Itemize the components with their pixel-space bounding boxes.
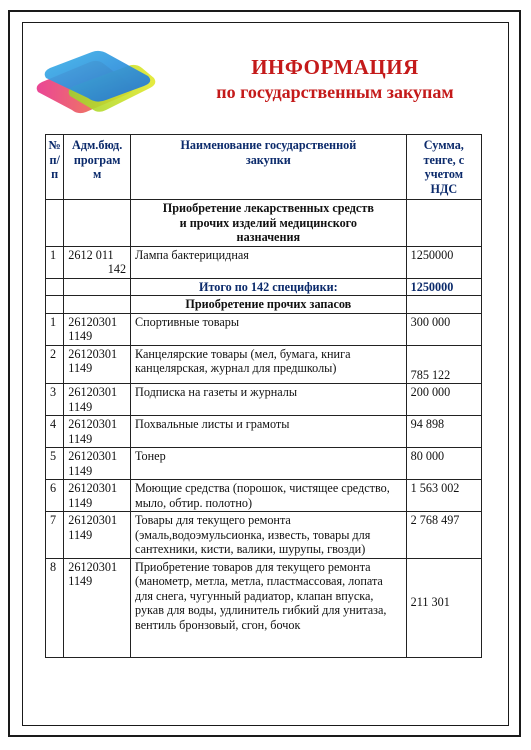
table-row xyxy=(46,512,482,559)
row-name: Товары для текущего ремонта (эмаль,водоэмульсионка, известь, товары для сантехники, кисти, валики, шурупы, гвозди) xyxy=(131,512,407,559)
column-header-name: Наименование государственной закупки xyxy=(131,135,407,200)
row-sum: 94 898 xyxy=(406,416,481,448)
table-row xyxy=(46,313,482,345)
section-title: Приобретение лекарственных средств и прочих изделий медицинского назначения xyxy=(131,200,407,247)
row-name-text: Приобретение товаров для текущего ремонта (манометр, метла, метла, пластмассовая, лопата для снега, чугунный радиатор, клапан впуска, рукав для воды, удлинитель гибкий для унитаза, вентиль бронзовый, сгон, бочок xyxy=(135,559,387,632)
table-row xyxy=(46,416,482,448)
row-num: 2 xyxy=(46,345,64,384)
row-num: 5 xyxy=(46,448,64,480)
section-title: Приобретение прочих запасов xyxy=(131,296,407,314)
row-num: 4 xyxy=(46,416,64,448)
row-code-part: 142 xyxy=(107,262,127,276)
table-row xyxy=(46,345,482,384)
row-name: Моющие средства (порошок, чистящее средство, мыло, обтир. полотно) xyxy=(131,480,407,512)
row-code: 26120301 1149 xyxy=(64,313,131,345)
row-name: Лампа бактерицидная xyxy=(131,246,407,278)
row-num: 1 xyxy=(46,313,64,345)
subtotal-sum: 1250000 xyxy=(406,278,481,296)
row-sum: 200 000 xyxy=(406,384,481,416)
row-sum: 1250000 xyxy=(406,246,481,278)
subtotal-label: Итого по 142 специфики: xyxy=(131,278,407,296)
row-num: 1 xyxy=(46,246,64,278)
row-name: Похвальные листы и грамоты xyxy=(131,416,407,448)
row-name: Канцелярские товары (мел, бумага, книга канцелярская, журнал для предшколы) xyxy=(131,345,407,384)
row-sum: 2 768 497 xyxy=(406,512,481,559)
row-name: Спортивные товары xyxy=(131,313,407,345)
table-row xyxy=(46,558,482,657)
row-code: 26120301 1149 xyxy=(64,480,131,512)
row-name xyxy=(131,558,407,657)
section-header-row xyxy=(46,296,482,314)
row-code: 26120301 1149 xyxy=(64,448,131,480)
row-code xyxy=(64,246,131,278)
table-header-row xyxy=(46,135,482,200)
row-num: 6 xyxy=(46,480,64,512)
procurement-table xyxy=(45,134,482,658)
row-name: Тонер xyxy=(131,448,407,480)
row-name: Подписка на газеты и журналы xyxy=(131,384,407,416)
table-row xyxy=(46,384,482,416)
subtotal-row xyxy=(46,278,482,296)
row-sum: 80 000 xyxy=(406,448,481,480)
row-sum: 785 122 xyxy=(406,345,481,384)
row-num: 8 xyxy=(46,558,64,657)
row-code: 26120301 1149 xyxy=(64,345,131,384)
logo-icon xyxy=(32,48,160,120)
row-code: 26120301 1149 xyxy=(64,512,131,559)
column-header-sum: Сумма, тенге, с учетом НДС xyxy=(406,135,481,200)
page-title: ИНФОРМАЦИЯ xyxy=(251,55,419,79)
row-num: 7 xyxy=(46,512,64,559)
column-header-code: Адм.бюд. програм м xyxy=(64,135,131,200)
row-sum: 211 301 xyxy=(406,558,481,657)
row-sum: 1 563 002 xyxy=(406,480,481,512)
table-row xyxy=(46,448,482,480)
row-code: 26120301 1149 xyxy=(64,416,131,448)
section-header-row xyxy=(46,200,482,247)
page-subtitle: по государственным закупам xyxy=(216,82,454,102)
row-num: 3 xyxy=(46,384,64,416)
column-header-num: № п/ п xyxy=(46,135,64,200)
row-code: 26120301 1149 xyxy=(64,558,131,657)
row-code-part: 2612 011 xyxy=(68,247,114,262)
table-row xyxy=(46,480,482,512)
row-sum: 300 000 xyxy=(406,313,481,345)
row-code: 26120301 1149 xyxy=(64,384,131,416)
table-row xyxy=(46,246,482,278)
